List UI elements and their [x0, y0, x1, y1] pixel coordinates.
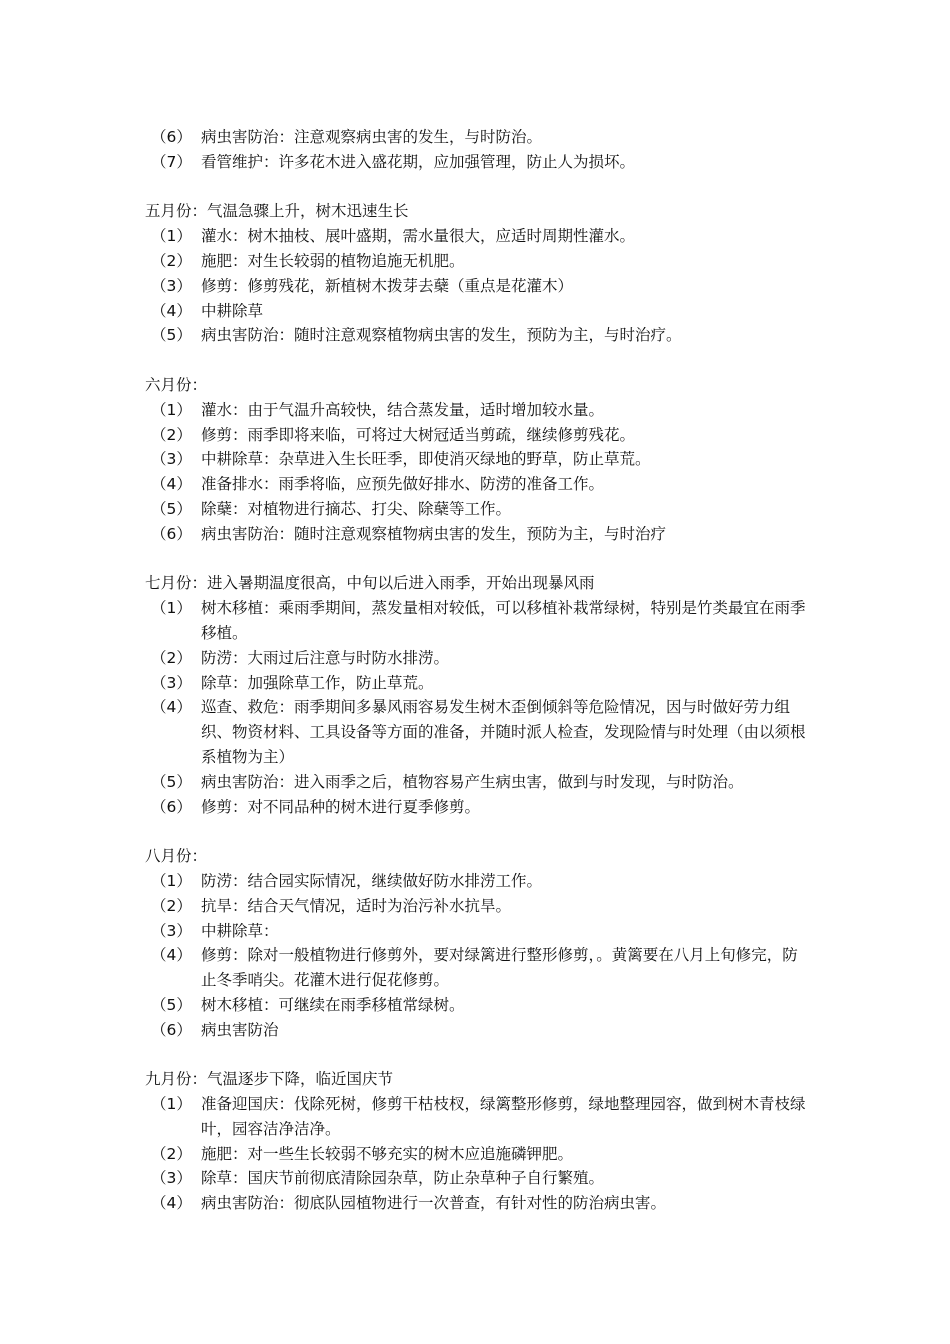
- item-text: 修剪：对不同品种的树木进行夏季修剪。: [201, 797, 481, 816]
- item-number: （4）: [151, 946, 192, 965]
- item-number: （1）: [151, 227, 192, 246]
- item-number: （1）: [151, 1095, 192, 1114]
- item-text: 除草：国庆节前彻底清除园杂草，防止杂草种子自行繁殖。: [201, 1169, 605, 1188]
- item-number: （5）: [151, 326, 192, 345]
- item-number: （5）: [151, 772, 192, 791]
- list-item: [145, 423, 810, 448]
- list-item: [145, 1142, 810, 1167]
- list-item: [145, 497, 810, 522]
- block-april-continued: [145, 125, 810, 175]
- list-item: [145, 150, 810, 175]
- item-text: 看管维护：许多花木进入盛花期，应加强管理，防止人为损坏。: [201, 152, 636, 171]
- paragraph-gap: [145, 348, 810, 373]
- block-september: [145, 1067, 810, 1216]
- item-text: 除蘖：对植物进行摘芯、打尖、除蘖等工作。: [201, 499, 512, 518]
- paragraph-gap: [145, 1042, 810, 1067]
- list-item: [145, 993, 810, 1018]
- item-text: 病虫害防治：注意观察病虫害的发生，与时防治。: [201, 128, 543, 146]
- item-text: 准备迎国庆：伐除死树，修剪干枯枝杈，绿篱整形修剪，绿地整理园容，做到树木青枝绿叶，园容洁净洁净。: [201, 1095, 806, 1138]
- list-item: [145, 125, 810, 150]
- item-text: 病虫害防治：随时注意观察植物病虫害的发生，预防为主，与时治疗。: [201, 326, 682, 345]
- item-text: 病虫害防治：随时注意观察植物病虫害的发生，预防为主，与时治疗: [201, 524, 667, 543]
- section-heading-june: 六月份：: [145, 375, 208, 394]
- item-number: （5）: [151, 499, 192, 518]
- item-number: （4）: [151, 698, 192, 717]
- item-text: 防涝：结合园实际情况，继续做好防水排涝工作。: [201, 871, 543, 890]
- item-number: （1）: [151, 599, 192, 618]
- item-text: 中耕除草：: [201, 921, 279, 940]
- item-number: （6）: [151, 524, 192, 543]
- item-text: 修剪：雨季即将来临，可将过大树冠适当剪疏，继续修剪残花。: [201, 425, 636, 444]
- item-number: （3）: [151, 450, 192, 469]
- item-text: 中耕除草: [201, 301, 264, 320]
- item-text: 施肥：对一些生长较弱不够充实的树木应追施磷钾肥。: [201, 1144, 574, 1163]
- list-item: [145, 447, 810, 472]
- item-text: 施肥：对生长较弱的植物追施无机肥。: [201, 251, 465, 270]
- item-text: 灌水：树木抽枝、展叶盛期，需水量很大，应适时周期性灌水。: [201, 227, 636, 246]
- item-text: 抗旱：结合天气情况，适时为治污补水抗旱。: [201, 896, 512, 915]
- list-item: [145, 671, 810, 696]
- section-heading-may: 五月份：气温急骤上升，树木迅速生长: [145, 202, 409, 221]
- item-text: 树木移植：可继续在雨季移植常绿树。: [201, 995, 465, 1014]
- item-number: （2）: [151, 896, 192, 915]
- item-number: （3）: [151, 673, 192, 692]
- item-number: （3）: [151, 1169, 192, 1188]
- item-number: （1）: [151, 871, 192, 890]
- item-text: 修剪：除对一般植物进行修剪外，要对绿篱进行整形修剪，。黄篱要在八月上旬修完，防止冬季哨尖。花灌木进行促花修剪。: [201, 946, 798, 990]
- item-number: （5）: [151, 995, 192, 1014]
- list-item: [145, 943, 810, 993]
- item-number: （4）: [151, 1194, 192, 1213]
- paragraph-gap: [145, 819, 810, 844]
- list-item: [145, 472, 810, 497]
- item-number: （6）: [151, 797, 192, 816]
- item-text: 树木移植：乘雨季期间，蒸发量相对较低，可以移植补栽常绿树，特别是竹类最宜在雨季移植。: [201, 599, 806, 642]
- paragraph-gap: [145, 175, 810, 200]
- item-text: 修剪：修剪残花，新植树木拨芽去蘖（重点是花灌木）: [201, 276, 574, 295]
- item-number: （2）: [151, 251, 192, 270]
- list-item: [145, 596, 810, 646]
- list-item: [145, 522, 810, 547]
- section-heading-august: 八月份：: [145, 847, 208, 866]
- item-text: 病虫害防治: [201, 1020, 279, 1039]
- list-item: [145, 1191, 810, 1216]
- list-item: [145, 224, 810, 249]
- section-heading-july: 七月份：进入暑期温度很高，中旬以后进入雨季，开始出现暴风雨: [145, 574, 595, 593]
- block-may: [145, 199, 810, 348]
- item-text: 防涝：大雨过后注意与时防水排涝。: [201, 648, 450, 667]
- block-june: [145, 373, 810, 547]
- item-number: （6）: [151, 128, 192, 146]
- item-number: （3）: [151, 276, 192, 295]
- item-text: 中耕除草：杂草进入生长旺季，即使消灭绿地的野草，防止草荒。: [201, 450, 651, 469]
- list-item: [145, 398, 810, 423]
- list-item: [145, 646, 810, 671]
- list-item: [145, 299, 810, 324]
- list-item: [145, 274, 810, 299]
- list-item: [145, 1018, 810, 1043]
- item-number: （3）: [151, 921, 192, 940]
- item-number: （4）: [151, 475, 192, 494]
- item-text: 准备排水：雨季将临，应预先做好排水、防涝的准备工作。: [201, 475, 605, 494]
- list-item: [145, 894, 810, 919]
- list-item: [145, 869, 810, 894]
- item-text: 病虫害防治：进入雨季之后，植物容易产生病虫害，做到与时发现，与时防治。: [201, 772, 744, 791]
- list-item: [145, 919, 810, 944]
- section-heading-september: 九月份：气温逐步下降，临近国庆节: [145, 1070, 394, 1089]
- block-july: [145, 571, 810, 819]
- item-number: （7）: [151, 152, 192, 171]
- item-number: （6）: [151, 1020, 192, 1039]
- list-item: [145, 795, 810, 820]
- item-text: 病虫害防治：彻底队园植物进行一次普查，有针对性的防治病虫害。: [201, 1194, 667, 1213]
- list-item: [145, 323, 810, 348]
- list-item: [145, 695, 810, 769]
- item-text: 灌水：由于气温升高较快，结合蒸发量，适时增加较水量。: [201, 400, 605, 419]
- item-number: （2）: [151, 425, 192, 444]
- item-number: （4）: [151, 301, 192, 320]
- item-number: （2）: [151, 1144, 192, 1163]
- item-number: （1）: [151, 400, 192, 419]
- list-item: [145, 249, 810, 274]
- list-item: [145, 770, 810, 795]
- list-item: [145, 1092, 810, 1142]
- item-number: （2）: [151, 648, 192, 667]
- block-august: [145, 844, 810, 1042]
- item-text: 除草：加强除草工作，防止草荒。: [201, 673, 434, 692]
- paragraph-gap: [145, 547, 810, 572]
- list-item: [145, 1166, 810, 1191]
- item-text: 巡查、救危：雨季期间多暴风雨容易发生树木歪倒倾斜等危险情况，因与时做好劳力组织、物资材料、工具设备等方面的准备，并随时派人检查，发现险情与时处理（由以须根系植物为主）: [201, 698, 806, 766]
